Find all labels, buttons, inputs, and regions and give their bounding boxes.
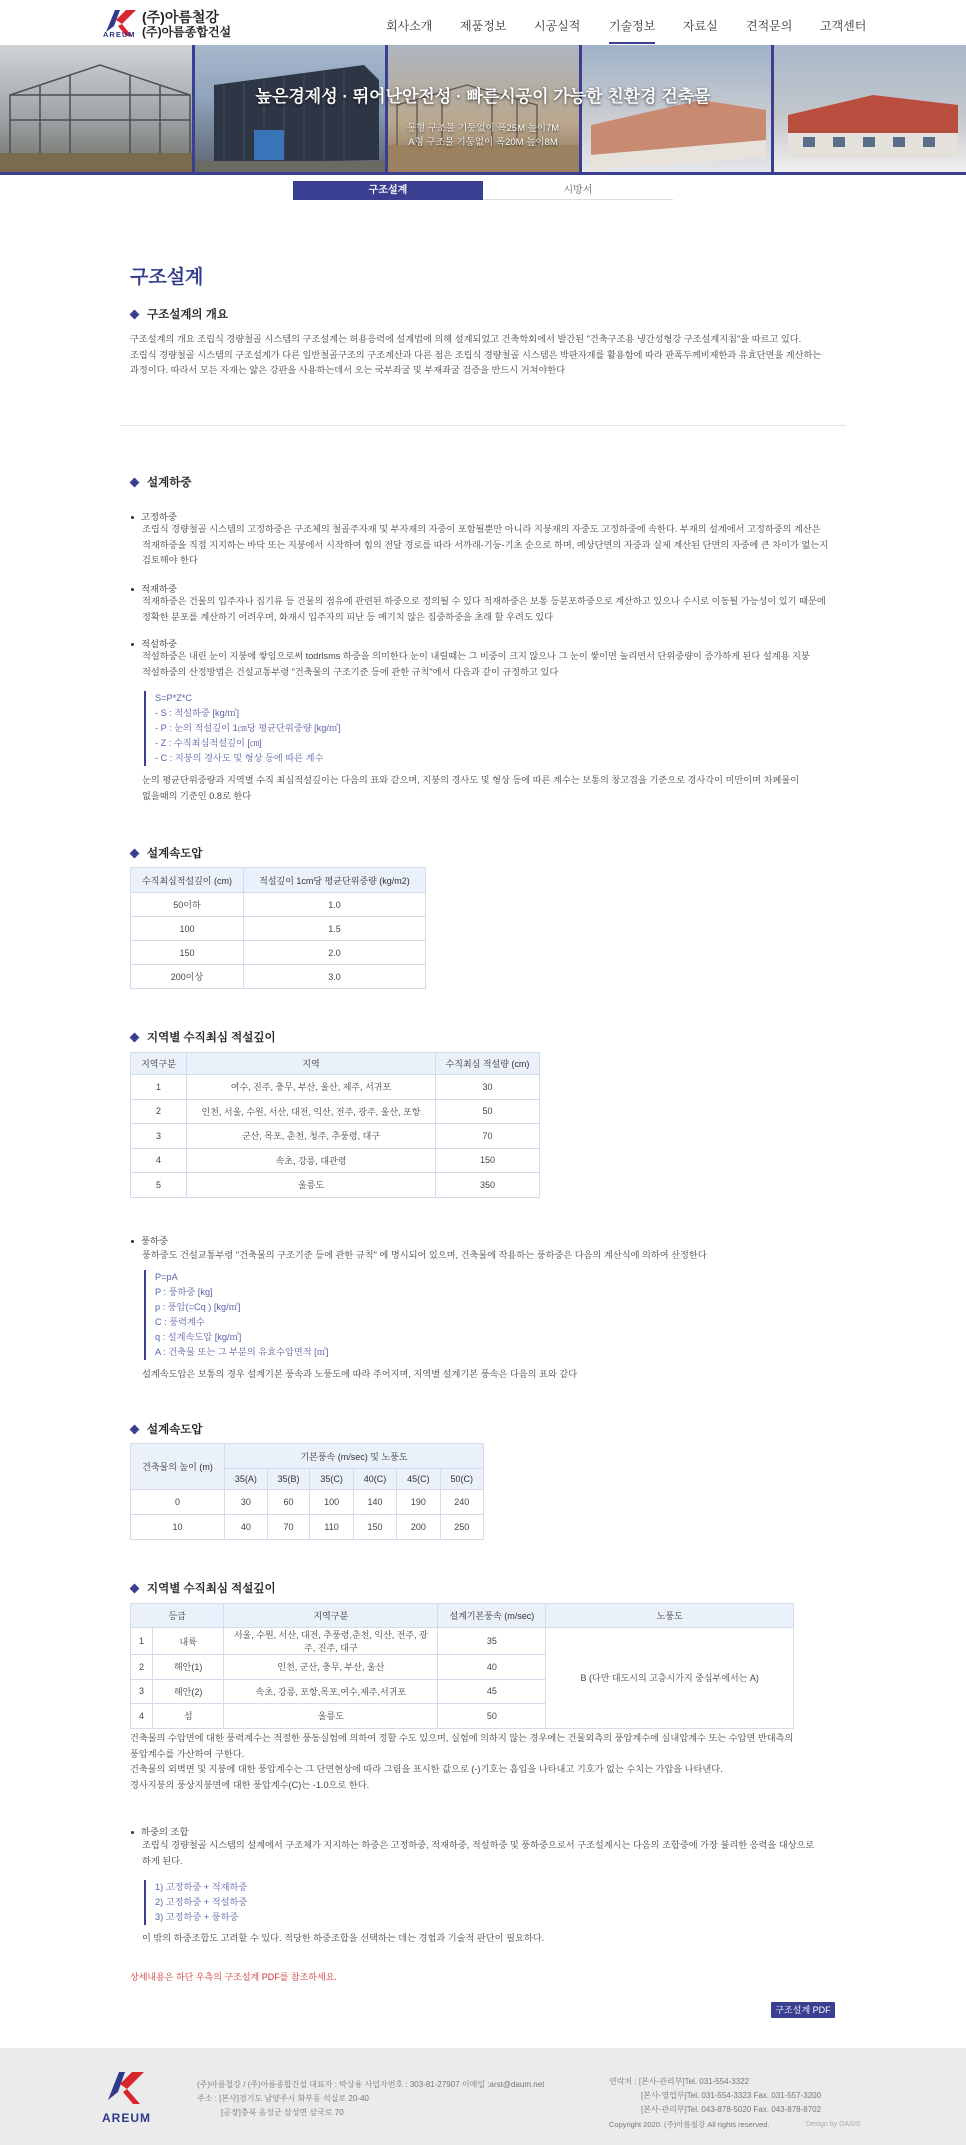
footer-contacts — [609, 2075, 821, 2117]
formula-line: P=pA — [155, 1272, 178, 1282]
diamond-bullet-icon — [130, 1584, 140, 1594]
table-row — [131, 1490, 484, 1515]
table-cell: 섬 — [153, 1704, 224, 1729]
table-cell: 내륙 — [153, 1628, 224, 1655]
load-combination-text — [142, 1838, 814, 1869]
site-footer — [0, 2048, 966, 2145]
nav-support[interactable]: 고객센터 — [820, 19, 867, 33]
footer-line: 주소 : [본사]경기도 남양주시 화부동 석실로 20-40 — [197, 2094, 369, 2103]
table-cell: 속초, 강릉, 대관령 — [187, 1148, 436, 1173]
table-cell: 4 — [131, 1704, 153, 1729]
text-line: 적설하중은 내린 눈이 지붕에 쌓임으로써 todrlsms 하중을 의미한다 눈이 내릴때는 그 비중이 크지 않으나 그 눈이 쌓이면 눌리면서 단위중량이 증가하게 된다 설계용 지붕 — [142, 651, 810, 661]
snow-load-text — [142, 649, 810, 680]
banner-divider — [579, 45, 582, 175]
nav-projects[interactable]: 시공실적 — [534, 19, 581, 33]
live-load-label: 적재하중 — [131, 581, 177, 595]
table-cell: 70 — [436, 1124, 540, 1149]
table-cell: 200이상 — [131, 965, 244, 989]
text-line: 정확한 분포를 계산하기 어려우며, 화재시 입주자의 피난 등 예기치 않은 집중하중을 초래 할 우려도 있다 — [142, 611, 554, 622]
banner-photo-4 — [581, 45, 773, 175]
text-line: 눈의 평균단위중량과 지역별 수직 최심적설깊이는 다음의 표와 같으며, 지붕의 경사도 및 형상 등에 따른 계수는 보통의 창고겸을 기준으로 경사각이 미만이며 차폐물이 — [142, 775, 800, 785]
table-cell: 1 — [131, 1628, 153, 1655]
table-cell: 150 — [131, 941, 244, 965]
section-table1-heading: 설계속도압 — [130, 845, 203, 861]
table-cell: 240 — [440, 1490, 483, 1515]
live-load-text — [142, 594, 826, 625]
table-cell: 5 — [131, 1173, 187, 1198]
footer-company-info — [197, 2078, 544, 2120]
formula-line: C : 풍력계수 — [155, 1317, 205, 1327]
nav-company[interactable]: 회사소개 — [386, 19, 433, 33]
table-row — [131, 893, 426, 917]
section-table3-heading: 설계속도압 — [130, 1421, 203, 1437]
table-header: 35(A) — [225, 1469, 268, 1490]
company-name-2[interactable]: (주)아름종합건설 — [142, 25, 232, 39]
formula-line: - S : 적설하중 [kg/㎡] — [155, 708, 239, 718]
wind-load-label: 풍하중 — [131, 1233, 168, 1247]
text-line: 적재하중은 건물의 입주자나 집기류 등 건물의 점유에 관련된 하중으로 정의될 수 있다 적재하중은 보통 등분포하중으로 계산하고 있으나 수시로 이동될 가능성이 있기 때문에 — [142, 596, 826, 606]
formula-line: - P : 눈의 적설깊이 1㎝당 평균단위중량 [kg/㎡] — [155, 723, 341, 733]
formula-line: A : 건축물 또는 그 부분의 유효수압면적 [㎡] — [155, 1347, 329, 1357]
table-row — [131, 917, 426, 941]
text-line: 건축물의 외벽면 및 지붕에 대한 풍압계수는 그 단면현상에 따라 그림을 표시한 값으로 (-)기호는 흡입을 나타내고 기호가 없는 수치는 가압을 나타낸다. — [130, 1764, 723, 1774]
formula-line: P : 풍하중 [kg] — [155, 1287, 213, 1297]
regional-wind-table — [130, 1603, 794, 1729]
table-cell: 3.0 — [243, 965, 425, 989]
nav-quote[interactable]: 견적문의 — [746, 19, 793, 33]
formula-line: 2) 고정하중 + 적설하중 — [155, 1897, 248, 1907]
banner-divider — [385, 45, 388, 175]
footer-design-credit: Design by OASIS — [806, 2121, 861, 2128]
table-cell: 1.0 — [243, 893, 425, 917]
footer-line: [공장]충북 음성군 삼성면 삼국로 70 — [221, 2108, 344, 2117]
table-header: 적설깊이 1cm당 평균단위중량 (kg/m2) — [243, 868, 425, 893]
table-cell: 50 — [438, 1704, 546, 1729]
overview-text — [130, 332, 821, 379]
table-cell: 해안(2) — [153, 1679, 224, 1704]
pdf-notice: 상세내용은 하단 우측의 구조설계 PDF를 참조하세요. — [130, 1972, 337, 1982]
text-line: 하게 된다. — [142, 1855, 183, 1866]
table-header: 45(C) — [397, 1469, 440, 1490]
section-overview-heading: 구조설계의 개요 — [130, 306, 228, 322]
table-cell: 인천, 군산, 충무, 부산, 울산 — [224, 1655, 438, 1680]
banner-photo-5 — [773, 45, 966, 175]
nav-products[interactable]: 제품정보 — [460, 19, 507, 33]
section-table4-heading: 지역별 수직최심 적설깊이 — [130, 1580, 276, 1596]
diamond-bullet-icon — [130, 1425, 140, 1435]
table-header: 지역 — [187, 1053, 436, 1075]
table-cell: 울릉도 — [187, 1173, 436, 1198]
table-cell: 인천, 서울, 수원, 서산, 대전, 익산, 전주, 광주, 울산, 포항 — [187, 1099, 436, 1124]
table-cell: 3 — [131, 1679, 153, 1704]
section-design-load-heading: 설계하중 — [130, 474, 191, 490]
table-cell: 190 — [397, 1490, 440, 1515]
table-header: 50(C) — [440, 1469, 483, 1490]
table-row — [131, 965, 426, 989]
table-cell: 35 — [438, 1628, 546, 1655]
table-cell: 0 — [131, 1490, 225, 1515]
table-row — [131, 1515, 484, 1540]
table-row — [131, 941, 426, 965]
table-cell: 10 — [131, 1515, 225, 1540]
text-line: 적설하중의 산정방법은 건설교통부령 "건축물의 구조기준 등에 관한 규칙"에서 다음과 같이 규정하고 있다 — [142, 666, 559, 677]
table-cell: 1.5 — [243, 917, 425, 941]
table-cell: 30 — [436, 1075, 540, 1100]
nav-archive[interactable]: 자료실 — [683, 19, 718, 33]
warehouse-photo — [194, 45, 387, 175]
footer-logo-text: AREUM — [102, 2111, 151, 2125]
banner-strip — [0, 172, 966, 175]
footer-line: [본사-관리부]Tel. 043-878-5020 Fax. 043-878-8702 — [641, 2105, 822, 2114]
table-row — [131, 1099, 540, 1124]
table-cell: 속초, 강릉, 포항,목포,여수,제주,서귀포 — [224, 1679, 438, 1704]
text-line: 건축물의 수압면에 대한 풍력계수는 적절한 풍동실험에 의하여 정할 수도 있으며, 실험에 의하지 않는 경우에는 건물외측의 풍압계수에 실내압계수 또는 수압면 반대측의 — [130, 1733, 794, 1743]
footer-copyright: Copyright 2020. (주)아름철강 All rights reserved. — [609, 2120, 770, 2129]
table-cell: 100 — [131, 917, 244, 941]
table-row — [131, 1173, 540, 1198]
table-header: 수직최심적설깊이 (cm) — [131, 868, 244, 893]
table-cell: 50 — [436, 1099, 540, 1124]
table-header: 건축물의 높이 (m) — [131, 1444, 225, 1490]
table-cell: 2 — [131, 1655, 153, 1680]
roof-buildings-photo — [581, 45, 773, 175]
modular-house-photo — [773, 45, 966, 175]
banner-sub-1: 동형 구조물 기둥없이 폭25M 높이7M — [406, 123, 560, 134]
wind-load-text: 풍하중도 건설교통부령 "건축물의 구조기준 등에 관한 규칙" 에 명시되어 있으며, 건축물에 작용하는 풍하중은 다음의 계산식에 의하여 산정한다 — [142, 1250, 707, 1260]
table-cell: 서울, 수원, 서산, 대전, 추풍령,춘천, 익산, 전주, 광주, 진주, 대구 — [224, 1628, 438, 1655]
formula-line: 1) 고정하중 + 적재하중 — [155, 1882, 248, 1892]
nav-tech-info[interactable]: 기술정보 — [609, 17, 655, 44]
snow-load-after — [142, 773, 799, 804]
snow-load-label: 적설하중 — [131, 636, 177, 650]
load-combination-list — [144, 1880, 247, 1925]
banner-photo-3 — [387, 45, 581, 175]
footer-line: 연락처 : [본사-관리부]Tel. 031-554-3322 — [609, 2077, 750, 2086]
table-cell: 150 — [353, 1515, 396, 1540]
formula-line: 3) 고정하중 + 풍하중 — [155, 1912, 239, 1922]
diamond-bullet-icon — [130, 310, 140, 320]
banner-title: 높은경제성 · 뛰어난안전성 · 빠른시공이 가능한 친환경 건축물 — [255, 87, 711, 106]
banner-photo-2 — [194, 45, 387, 175]
table-cell: 40 — [225, 1515, 268, 1540]
table-header: 노풍도 — [546, 1604, 794, 1628]
table-header: 40(C) — [353, 1469, 396, 1490]
tab-specification[interactable]: 시방서 — [483, 181, 673, 200]
table-cell: 2.0 — [243, 941, 425, 965]
table-cell: 110 — [310, 1515, 353, 1540]
fixed-load-text — [142, 522, 828, 569]
structural-design-pdf-button[interactable]: 구조설계 PDF — [771, 2002, 835, 2018]
diamond-bullet-icon — [130, 478, 140, 488]
text-line: 적재하중을 직접 지지하는 바닥 또는 지붕에서 시작하여 힘의 전달 경로를 따라 서까래-기둥-기초 순으로 하며, 예상단면의 자중과 실제 계산된 단면의 자중에 큰 차이가 없는지 — [142, 539, 829, 550]
table-cell: 2 — [131, 1099, 187, 1124]
load-combination-label: 하중의 조합 — [131, 1824, 189, 1838]
table-cell: 울릉도 — [224, 1704, 438, 1729]
wind-load-after: 설계속도압은 보통의 경우 설계기본 풍속과 노풍도에 따라 주어지며, 지역별 설계기본 풍속은 다음의 표와 같다 — [142, 1369, 578, 1379]
table-cell: 4 — [131, 1148, 187, 1173]
table-row — [131, 1075, 540, 1100]
formula-line: S=P*Z*C — [155, 693, 193, 703]
table-header: 지역구분 — [131, 1053, 187, 1075]
banner-divider — [771, 45, 774, 175]
text-line: 과정이다. 따라서 모든 자재는 얇은 강판을 사용하는데서 오는 국부좌굴 및 부재좌굴 검증을 반드시 거쳐야한다 — [130, 365, 566, 375]
text-line: 검토해야 한다 — [142, 555, 198, 565]
banner-sub-2: A형 구조물 기둥없이 폭20M 높이8M — [408, 137, 558, 148]
table-cell: 1 — [131, 1075, 187, 1100]
diamond-bullet-icon — [130, 1033, 140, 1043]
table-row — [131, 1124, 540, 1149]
table-row — [131, 1148, 540, 1173]
section-table2-heading: 지역별 수직최심 적설깊이 — [130, 1029, 276, 1045]
hero-banner — [0, 45, 966, 175]
logo-text: AREUM — [103, 30, 136, 39]
company-name-1[interactable]: (주)아름철강 — [142, 9, 219, 25]
text-line: 경사지붕의 풍상지붕면에 대한 풍압계수(C)는 -1.0으로 한다. — [130, 1779, 370, 1790]
table-header: 기본풍속 (m/sec) 및 노풍도 — [225, 1444, 484, 1469]
table-cell: 50이하 — [131, 893, 244, 917]
steel-frame-photo — [0, 45, 194, 175]
table-cell: 100 — [310, 1490, 353, 1515]
table-cell: 200 — [397, 1515, 440, 1540]
table-cell: 30 — [225, 1490, 268, 1515]
footer-line: [본사-영업부]Tel. 031-554-3323 Fax. 031-557-3200 — [641, 2091, 822, 2100]
load-combination-after: 이 밖의 하중조합도 고려할 수 있다. 적당한 하중조합을 선택하는 데는 경험과 기술적 판단이 필요하다. — [142, 1933, 545, 1943]
table-row — [131, 1628, 794, 1655]
formula-line: - C : 지붕의 경사도 및 형상 등에 따른 계수 — [155, 753, 324, 763]
regional-snow-depth-table — [130, 1052, 540, 1198]
text-line: 조립식 경량철골 시스템의 설계에서 구조체가 지지하는 하중은 고정하중, 적재하중, 적설하중 및 풍하중으로서 구조설계시는 다음의 조합중에 가장 불리한 응력을 대상으로 — [142, 1840, 815, 1850]
formula-line: - Z : 수직최심적설깊이 [㎝] — [155, 738, 262, 748]
table-cell: 140 — [353, 1490, 396, 1515]
table-cell: 350 — [436, 1173, 540, 1198]
diamond-bullet-icon — [130, 849, 140, 859]
table-cell: 60 — [267, 1490, 310, 1515]
table-header: 지역구분 — [224, 1604, 438, 1628]
snow-weight-table — [130, 867, 426, 989]
table-header: 설계기본풍속 (m/sec) — [438, 1604, 546, 1628]
table-cell: B (다만 대도시의 고층시가지 중심부에서는 A) — [546, 1628, 794, 1729]
table-header: 35(C) — [310, 1469, 353, 1490]
tab-structural-design[interactable]: 구조설계 — [293, 181, 483, 200]
wind-pressure-table — [130, 1443, 484, 1540]
formula-line: p : 풍압(=Cq ) [kg/㎡] — [155, 1302, 241, 1312]
table-header: 35(B) — [267, 1469, 310, 1490]
table-cell: 40 — [438, 1655, 546, 1680]
footer-line: (주)아름철강 / (주)아름종합건설 대표자 : 박상용 사업자번호 : 303-81-27907 이메일 :arst@daum.net — [197, 2080, 545, 2089]
wind-notes — [130, 1731, 793, 1793]
table-cell: 3 — [131, 1124, 187, 1149]
text-line: 조립식 경량철골 시스템의 고정하중은 구조체의 철골주자재 및 부자재의 자중이 포함될뿐만 아니라 지붕재의 자중도 고정하중에 속한다. 부재의 설계에서 고정하중의 계산은 — [142, 524, 821, 534]
formula-line: q : 설계속도압 [kg/㎡] — [155, 1332, 242, 1342]
wind-load-formula — [144, 1270, 328, 1360]
text-line: 조립식 경량철골 시스템의 구조설계가 다른 일반철골구조의 구조계산과 다른 점은 조립식 경량철골 시스템은 박판자재를 활용함에 따라 판폭두께비제한과 유효단면을 계산하는 — [130, 349, 822, 360]
text-line: 풍압계수를 가산하여 구한다. — [130, 1748, 245, 1759]
divider — [120, 425, 846, 426]
footer-areum-logo-icon — [103, 2066, 147, 2106]
table-cell: 45 — [438, 1679, 546, 1704]
table-cell: 여수, 진주, 충무, 부산, 울산, 제주, 서귀포 — [187, 1075, 436, 1100]
fixed-load-label: 고정하중 — [131, 509, 177, 523]
table-header: 수직최심 적설량 (cm) — [436, 1053, 540, 1075]
text-line: 구조설계의 개요 조립식 경량철골 시스템의 구조설계는 허용응력에 설계법에 의해 설계되었고 건축학회에서 발간된 "건축구조용 냉간성형강 구조설계지침"을 따르고 있다. — [130, 334, 802, 344]
banner-divider — [192, 45, 195, 175]
table-cell: 해안(1) — [153, 1655, 224, 1680]
table-cell: 군산, 목포, 춘천, 청주, 추풍령, 대구 — [187, 1124, 436, 1149]
table-cell: 70 — [267, 1515, 310, 1540]
table-header: 등급 — [131, 1604, 224, 1628]
construction-site-photo — [387, 45, 581, 175]
site-header — [0, 0, 966, 45]
table-cell: 150 — [436, 1148, 540, 1173]
banner-photo-1 — [0, 45, 194, 175]
text-line: 없을때의 기준인 0.8로 한다 — [142, 790, 252, 801]
page-title: 구조설계 — [130, 267, 204, 288]
table-cell: 250 — [440, 1515, 483, 1540]
snow-load-formula — [144, 691, 341, 766]
